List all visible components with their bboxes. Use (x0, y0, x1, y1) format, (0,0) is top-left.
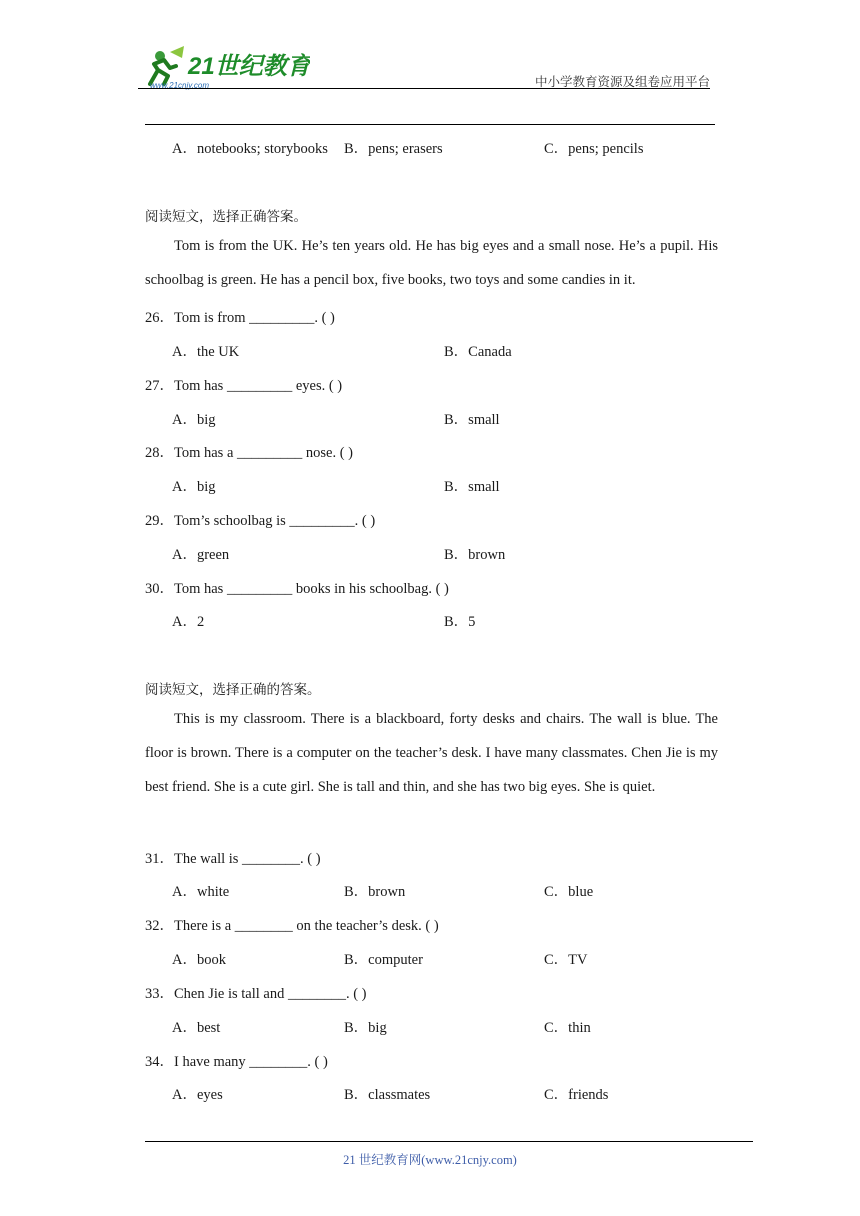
q31-option-a: A．white (172, 884, 230, 900)
q26-option-a: A．the UK (172, 344, 240, 360)
option-c: C．pens; pencils (544, 141, 644, 157)
question-30: 30．Tom has _________ books in his schoolbag. ( ) (145, 581, 449, 597)
q26-option-b: B．Canada (444, 344, 512, 360)
logo-url: www.21cnjy.com (150, 81, 209, 90)
passage-1-text: Tom is from the UK. He’s ten years old. He has big eyes and a small nose. He’s a pupil. His schoolbag is green. He has a pencil box, five books, two toys and some candies in it. (145, 238, 718, 288)
q33-option-b: B．big (344, 1020, 387, 1036)
q33-option-c: C．thin (544, 1020, 591, 1036)
platform-name: 中小学教育资源及组卷应用平台 (534, 75, 710, 89)
q31-option-b: B．brown (344, 884, 406, 900)
passage-1 (145, 229, 718, 297)
passage-2 (145, 702, 718, 804)
q29-option-b: B．brown (444, 547, 506, 563)
question-29: 29．Tom’s schoolbag is _________. ( ) (145, 513, 376, 529)
q29-option-a: A．green (172, 547, 230, 563)
header-divider (138, 88, 710, 89)
question-28: 28．Tom has a _________ nose. ( ) (145, 445, 353, 461)
q34-option-a: A．eyes (172, 1087, 223, 1103)
question-27: 27．Tom has _________ eyes. ( ) (145, 378, 343, 394)
site-logo (140, 44, 310, 90)
section-title-2: 阅读短文，选择正确的答案。 (145, 682, 321, 698)
q30-option-a: A．2 (172, 614, 205, 630)
q34-option-c: C．friends (544, 1087, 609, 1103)
question-32: 32．There is a ________ on the teacher’s desk. ( ) (145, 918, 439, 934)
q28-option-a: A．big (172, 479, 216, 495)
q34-option-b: B．classmates (344, 1087, 431, 1103)
option-a: A．notebooks; storybooks (172, 141, 328, 157)
passage-2-text: This is my classroom. There is a blackboard, forty desks and chairs. The wall is blue. The floor is brown. There is a computer on the teacher’s desk. I have many classmates. Chen Jie is my best friend. She is a cute girl. She is tall and thin, and she has two big eyes. She is quiet. (145, 711, 718, 795)
q30-option-b: B．5 (444, 614, 476, 630)
q27-option-b: B．small (444, 412, 500, 428)
q33-option-a: A．best (172, 1020, 221, 1036)
content-divider (145, 124, 715, 125)
question-33: 33．Chen Jie is tall and ________. ( ) (145, 986, 367, 1002)
question-34: 34．I have many ________. ( ) (145, 1054, 328, 1070)
section-title-1: 阅读短文，选择正确答案。 (145, 209, 307, 225)
q28-option-b: B．small (444, 479, 500, 495)
q32-option-c: C．TV (544, 952, 588, 968)
option-b: B．pens; erasers (344, 141, 443, 157)
logo-text: 21世纪教育 (188, 53, 310, 80)
footer-text: 21 世纪教育网(www.21cnjy.com) (343, 1153, 517, 1167)
question-26: 26．Tom is from _________. ( ) (145, 310, 335, 326)
runner-logo-icon (140, 44, 310, 90)
q31-option-c: C．blue (544, 884, 594, 900)
q27-option-a: A．big (172, 412, 216, 428)
q32-option-a: A．book (172, 952, 226, 968)
footer-divider (145, 1141, 753, 1142)
q32-option-b: B．computer (344, 952, 423, 968)
question-31: 31．The wall is ________. ( ) (145, 851, 321, 867)
